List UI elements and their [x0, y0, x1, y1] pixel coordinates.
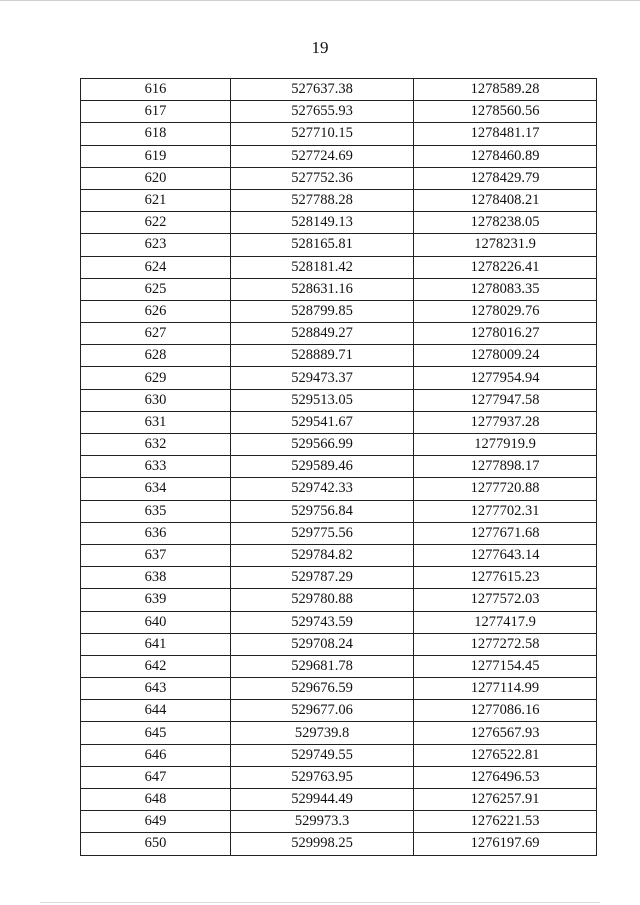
point-number-cell: 640	[81, 611, 231, 633]
table-row	[81, 700, 597, 722]
y-coordinate-cell: 1278226.41	[414, 256, 597, 278]
x-coordinate-cell: 529739.8	[231, 722, 414, 744]
x-coordinate-cell: 527752.36	[231, 167, 414, 189]
y-coordinate-cell: 1277417.9	[414, 611, 597, 633]
y-coordinate-cell: 1277154.45	[414, 655, 597, 677]
y-coordinate-cell: 1276496.53	[414, 766, 597, 788]
y-coordinate-cell: 1278231.9	[414, 234, 597, 256]
page-bottom-edge	[40, 902, 600, 903]
table-row	[81, 544, 597, 566]
table-row	[81, 655, 597, 677]
y-coordinate-cell: 1276197.69	[414, 833, 597, 855]
y-coordinate-cell: 1278560.56	[414, 101, 597, 123]
y-coordinate-cell: 1278589.28	[414, 79, 597, 101]
table-row	[81, 811, 597, 833]
coordinates-table-body	[81, 79, 597, 856]
x-coordinate-cell: 527655.93	[231, 101, 414, 123]
table-row	[81, 722, 597, 744]
table-row	[81, 300, 597, 322]
x-coordinate-cell: 529787.29	[231, 567, 414, 589]
point-number-cell: 626	[81, 300, 231, 322]
y-coordinate-cell: 1277947.58	[414, 389, 597, 411]
x-coordinate-cell: 529742.33	[231, 478, 414, 500]
x-coordinate-cell: 528631.16	[231, 278, 414, 300]
point-number-cell: 627	[81, 323, 231, 345]
point-number-cell: 623	[81, 234, 231, 256]
table-row	[81, 589, 597, 611]
y-coordinate-cell: 1277898.17	[414, 456, 597, 478]
x-coordinate-cell: 529589.46	[231, 456, 414, 478]
x-coordinate-cell: 529749.55	[231, 744, 414, 766]
point-number-cell: 637	[81, 544, 231, 566]
point-number-cell: 647	[81, 766, 231, 788]
table-row	[81, 478, 597, 500]
y-coordinate-cell: 1278481.17	[414, 123, 597, 145]
x-coordinate-cell: 527710.15	[231, 123, 414, 145]
y-coordinate-cell: 1278408.21	[414, 189, 597, 211]
y-coordinate-cell: 1277572.03	[414, 589, 597, 611]
point-number-cell: 638	[81, 567, 231, 589]
x-coordinate-cell: 529676.59	[231, 678, 414, 700]
point-number-cell: 646	[81, 744, 231, 766]
point-number-cell: 648	[81, 789, 231, 811]
table-row	[81, 411, 597, 433]
table-row	[81, 234, 597, 256]
table-row	[81, 212, 597, 234]
table-row	[81, 766, 597, 788]
y-coordinate-cell: 1277272.58	[414, 633, 597, 655]
table-row	[81, 145, 597, 167]
x-coordinate-cell: 528165.81	[231, 234, 414, 256]
point-number-cell: 641	[81, 633, 231, 655]
table-row	[81, 79, 597, 101]
y-coordinate-cell: 1277114.99	[414, 678, 597, 700]
point-number-cell: 639	[81, 589, 231, 611]
y-coordinate-cell: 1277086.16	[414, 700, 597, 722]
table-row	[81, 256, 597, 278]
point-number-cell: 621	[81, 189, 231, 211]
table-row	[81, 833, 597, 855]
point-number-cell: 643	[81, 678, 231, 700]
point-number-cell: 620	[81, 167, 231, 189]
table-row	[81, 367, 597, 389]
y-coordinate-cell: 1276257.91	[414, 789, 597, 811]
y-coordinate-cell: 1277720.88	[414, 478, 597, 500]
y-coordinate-cell: 1277671.68	[414, 522, 597, 544]
point-number-cell: 616	[81, 79, 231, 101]
x-coordinate-cell: 529763.95	[231, 766, 414, 788]
x-coordinate-cell: 529743.59	[231, 611, 414, 633]
x-coordinate-cell: 529708.24	[231, 633, 414, 655]
point-number-cell: 624	[81, 256, 231, 278]
y-coordinate-cell: 1277643.14	[414, 544, 597, 566]
table-row	[81, 633, 597, 655]
point-number-cell: 632	[81, 434, 231, 456]
point-number-cell: 633	[81, 456, 231, 478]
x-coordinate-cell: 529784.82	[231, 544, 414, 566]
table-row	[81, 744, 597, 766]
x-coordinate-cell: 529677.06	[231, 700, 414, 722]
y-coordinate-cell: 1278429.79	[414, 167, 597, 189]
point-number-cell: 622	[81, 212, 231, 234]
y-coordinate-cell: 1276221.53	[414, 811, 597, 833]
point-number-cell: 645	[81, 722, 231, 744]
table-row	[81, 567, 597, 589]
point-number-cell: 625	[81, 278, 231, 300]
y-coordinate-cell: 1277615.23	[414, 567, 597, 589]
y-coordinate-cell: 1276522.81	[414, 744, 597, 766]
table-row	[81, 323, 597, 345]
table-row	[81, 123, 597, 145]
point-number-cell: 630	[81, 389, 231, 411]
table-row	[81, 167, 597, 189]
table-row	[81, 101, 597, 123]
x-coordinate-cell: 528181.42	[231, 256, 414, 278]
y-coordinate-cell: 1278009.24	[414, 345, 597, 367]
point-number-cell: 649	[81, 811, 231, 833]
point-number-cell: 636	[81, 522, 231, 544]
table-row	[81, 189, 597, 211]
point-number-cell: 619	[81, 145, 231, 167]
coordinates-table	[80, 78, 597, 856]
table-row	[81, 434, 597, 456]
page-number: 19	[311, 38, 329, 57]
point-number-cell: 642	[81, 655, 231, 677]
x-coordinate-cell: 529998.25	[231, 833, 414, 855]
y-coordinate-cell: 1278238.05	[414, 212, 597, 234]
x-coordinate-cell: 528149.13	[231, 212, 414, 234]
x-coordinate-cell: 528849.27	[231, 323, 414, 345]
y-coordinate-cell: 1277702.31	[414, 500, 597, 522]
x-coordinate-cell: 527724.69	[231, 145, 414, 167]
x-coordinate-cell: 529780.88	[231, 589, 414, 611]
x-coordinate-cell: 529513.05	[231, 389, 414, 411]
point-number-cell: 631	[81, 411, 231, 433]
y-coordinate-cell: 1278083.35	[414, 278, 597, 300]
table-row	[81, 389, 597, 411]
point-number-cell: 635	[81, 500, 231, 522]
table-row	[81, 500, 597, 522]
x-coordinate-cell: 529681.78	[231, 655, 414, 677]
table-row	[81, 678, 597, 700]
x-coordinate-cell: 527637.38	[231, 79, 414, 101]
point-number-cell: 644	[81, 700, 231, 722]
x-coordinate-cell: 528889.71	[231, 345, 414, 367]
point-number-cell: 629	[81, 367, 231, 389]
x-coordinate-cell: 529944.49	[231, 789, 414, 811]
y-coordinate-cell: 1278016.27	[414, 323, 597, 345]
x-coordinate-cell: 527788.28	[231, 189, 414, 211]
page-top-edge	[0, 0, 640, 1]
x-coordinate-cell: 529541.67	[231, 411, 414, 433]
x-coordinate-cell: 529473.37	[231, 367, 414, 389]
x-coordinate-cell: 529775.56	[231, 522, 414, 544]
x-coordinate-cell: 528799.85	[231, 300, 414, 322]
y-coordinate-cell: 1278460.89	[414, 145, 597, 167]
x-coordinate-cell: 529566.99	[231, 434, 414, 456]
point-number-cell: 618	[81, 123, 231, 145]
point-number-cell: 617	[81, 101, 231, 123]
x-coordinate-cell: 529973.3	[231, 811, 414, 833]
point-number-cell: 650	[81, 833, 231, 855]
y-coordinate-cell: 1277954.94	[414, 367, 597, 389]
table-row	[81, 522, 597, 544]
point-number-cell: 634	[81, 478, 231, 500]
point-number-cell: 628	[81, 345, 231, 367]
table-row	[81, 456, 597, 478]
x-coordinate-cell: 529756.84	[231, 500, 414, 522]
y-coordinate-cell: 1276567.93	[414, 722, 597, 744]
y-coordinate-cell: 1278029.76	[414, 300, 597, 322]
y-coordinate-cell: 1277937.28	[414, 411, 597, 433]
table-row	[81, 611, 597, 633]
table-row	[81, 789, 597, 811]
table-row	[81, 345, 597, 367]
table-row	[81, 278, 597, 300]
y-coordinate-cell: 1277919.9	[414, 434, 597, 456]
